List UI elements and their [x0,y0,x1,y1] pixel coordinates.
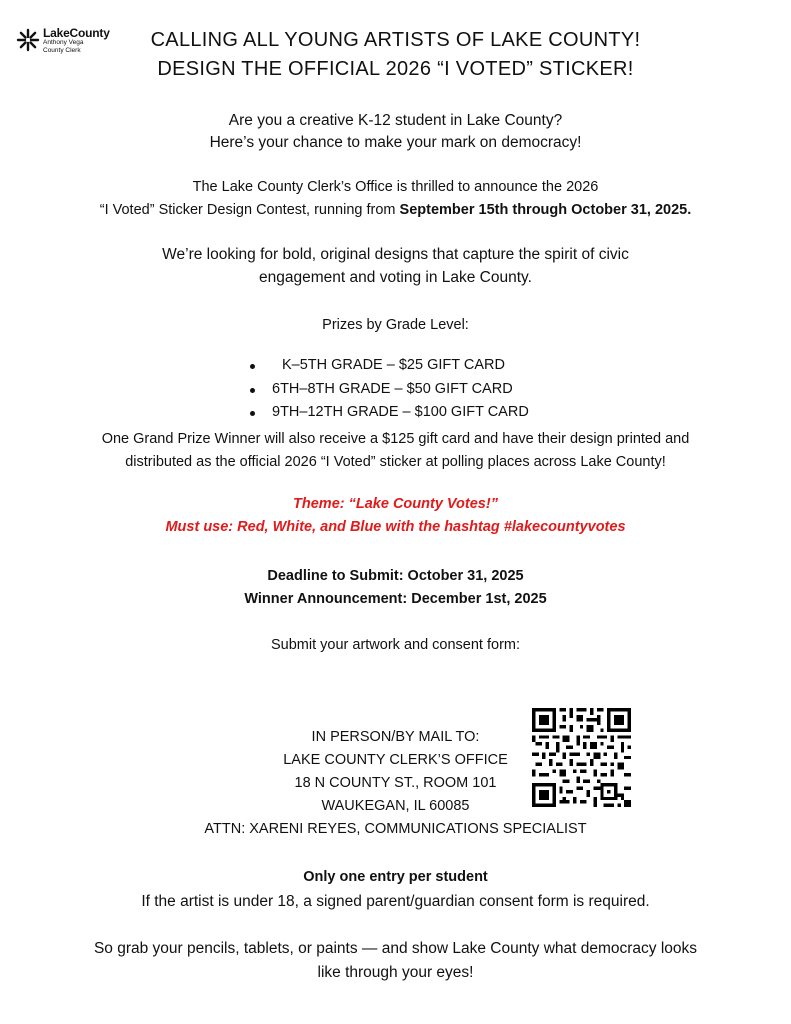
theme-line: Theme: “Lake County Votes!” [293,496,498,512]
page-title-line-2: DESIGN THE OFFICIAL 2026 “I VOTED” STICKER! [157,58,634,80]
deadline: Deadline to Submit: October 31, 2025 [267,568,524,584]
closing-line-1: So grab your pencils, tablets, or paints — and show Lake County what democracy looks [93,940,698,957]
looking-line-1: We’re looking for bold, original designs that capture the spirit of civic [162,246,629,263]
grand-prize-line-1: One Grand Prize Winner will also receive a $125 gift card and have their design printed and [101,431,690,447]
closing-line-2: like through your eyes! [317,964,474,981]
announce-line-1: The Lake County Clerk’s Office is thrilled to announce the 2026 [192,179,599,195]
entry-rule: Only one entry per student [303,869,488,885]
logo-name: LakeCounty [43,26,110,40]
prize-item-6-8: 6TH–8TH GRADE – $50 GIFT CARD [245,378,529,402]
logo-clerk-title: County Clerk [43,46,81,54]
contest-dates: September 15th through October 31, 2025. [399,202,692,218]
page-title-line-1: CALLING ALL YOUNG ARTISTS OF LAKE COUNTY! [150,29,641,51]
prize-item-9-12: 9TH–12TH GRADE – $100 GIFT CARD [245,401,529,425]
intro-line-2: Here’s your chance to make your mark on democracy! [209,134,582,151]
qr-code[interactable] [532,708,631,807]
grand-prize-line-2: distributed as the official 2026 “I Voted” sticker at polling places across Lake County! [125,454,666,470]
intro-line-1: Are you a creative K-12 student in Lake County? [228,112,563,129]
address-line-4: WAUKEGAN, IL 60085 [321,798,470,814]
prize-item-k5: K–5TH GRADE – $25 GIFT CARD [245,354,529,378]
announce-line-2 [0,199,791,221]
submit-heading: Submit your artwork and consent form: [270,637,521,653]
address-line-2: LAKE COUNTY CLERK’S OFFICE [283,752,508,768]
looking-line-2: engagement and voting in Lake County. [259,269,532,286]
prize-list [245,354,529,425]
winner-announcement: Winner Announcement: December 1st, 2025 [244,591,547,607]
announce-line-2-text: “I Voted” Sticker Design Contest, running from [99,202,400,218]
consent-rule: If the artist is under 18, a signed parent/guardian consent form is required. [141,893,650,910]
prizes-heading: Prizes by Grade Level: [322,317,469,333]
address-line-3: 18 N COUNTY ST., ROOM 101 [294,775,497,791]
address-line-1: IN PERSON/BY MAIL TO: [311,729,480,745]
address-line-5: ATTN: XARENI REYES, COMMUNICATIONS SPECIALIST [204,821,587,837]
logo-clerk-name: Anthony Vega [43,39,84,46]
color-requirement-line: Must use: Red, White, and Blue with the hashtag #lakecountyvotes [165,519,626,535]
